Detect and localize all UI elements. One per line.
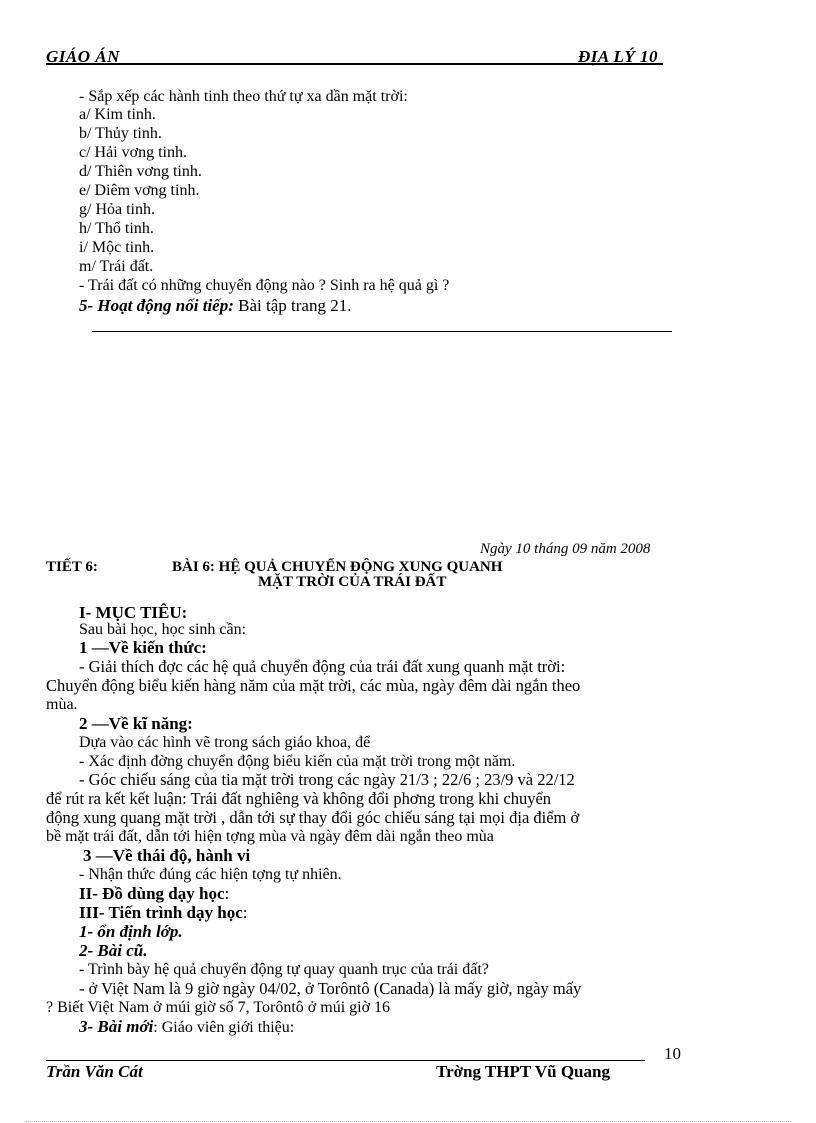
- old-lesson-question: - ở Việt Nam là 9 giờ ngày 04/02, ở Torôntô (Canada) là mấy giờ, ngày mấy: [79, 979, 582, 998]
- old-lesson-question: - Trình bày hệ quả chuyển động tự quay quanh trục của trái đất?: [79, 961, 489, 978]
- page-edge-dotted-line: [25, 1121, 791, 1122]
- objectives-intro: Sau bài học, học sinh cần:: [79, 621, 247, 638]
- objectives-heading: I- MỤC TIÊU:: [79, 603, 188, 622]
- skills-text: - Góc chiếu sáng của tia mặt trời trong các ngày 21/3 ; 22/6 ; 23/9 và 22/12: [79, 770, 575, 789]
- planet-option: a/ Kim tinh.: [79, 106, 156, 123]
- planet-option: i/ Mộc tinh.: [79, 239, 155, 256]
- skills-text: động xung quang mặt trời , dẫn tới sự thay đổi góc chiếu sáng tại mọi địa điểm ở: [46, 808, 580, 827]
- skills-text: để rút ra kết kết luận: Trái đất nghiêng và không đổi phơng trong khi chuyển: [46, 789, 552, 808]
- attitude-text: - Nhận thức đúng các hiện tợng tự nhiên.: [79, 866, 342, 883]
- knowledge-text: Chuyển động biểu kiến hàng năm của mặt trời, các mùa, ngày đêm dài ngắn theo: [46, 676, 581, 695]
- header-left: GIÁO ÁN: [46, 47, 120, 66]
- planet-option: e/ Diêm vơng tinh.: [79, 182, 200, 199]
- step-class-stabilize: 1- ổn định lớp.: [79, 922, 183, 941]
- header-rule: [46, 63, 663, 65]
- lesson-title-line1: BÀI 6: HỆ QUẢ CHUYỂN ĐỘNG XUNG QUANH: [172, 559, 503, 575]
- planet-question: - Sắp xếp các hành tinh theo thứ tự xa dần mặt trời:: [79, 88, 408, 105]
- step-old-lesson: 2- Bài cũ.: [79, 941, 148, 960]
- followup-activity: [79, 297, 351, 315]
- followup-text: Bài tập trang 21.: [233, 296, 352, 315]
- page-number: 10: [664, 1044, 681, 1063]
- materials-heading: II- Đồ dùng dạy học:: [79, 884, 230, 903]
- planet-option: d/ Thiên vơng tinh.: [79, 163, 202, 180]
- skills-text: bề mặt trái đất, dẫn tới hiện tợng mùa và ngày đêm dài ngắn theo mùa: [46, 828, 494, 845]
- knowledge-text: - Giải thích đợc các hệ quả chuyển động của trái đất xung quanh mặt trời:: [79, 657, 566, 676]
- section-divider: [92, 331, 672, 332]
- header-right: ĐỊA LÝ 10: [578, 47, 659, 66]
- step-new-lesson: 3- Bài mới: Giáo viên giới thiệu:: [79, 1017, 295, 1036]
- earth-motion-question: - Trái đất có những chuyển động nào ? Sinh ra hệ quả gì ?: [79, 277, 450, 294]
- planet-option: m/ Trái đất.: [79, 258, 154, 275]
- lesson-date: Ngày 10 tháng 09 năm 2008: [480, 541, 651, 557]
- skills-heading: 2 —Về kĩ năng:: [79, 714, 193, 733]
- skills-text: - Xác định đờng chuyển động biểu kiến của mặt trời trong một năm.: [79, 753, 516, 770]
- footer-school: Trờng THPT Vũ Quang: [436, 1062, 610, 1081]
- old-lesson-question: ? Biết Việt Nam ở múi giờ số 7, Torôntô ở múi giờ 16: [46, 999, 391, 1016]
- planet-option: h/ Thổ tinh.: [79, 220, 154, 237]
- planet-option: c/ Hải vơng tinh.: [79, 144, 187, 161]
- lesson-title-line2: MẶT TRỜI CỦA TRÁI ĐẤT: [258, 574, 447, 590]
- footer-rule: [46, 1060, 645, 1061]
- skills-text: Dựa vào các hình vẽ trong sách giáo khoa, để: [79, 734, 371, 751]
- attitude-heading: 3 —Về thái độ, hành vi: [83, 846, 251, 865]
- process-heading: III- Tiến trình dạy học:: [79, 903, 248, 922]
- lesson-period: TIẾT 6:: [46, 559, 98, 575]
- planet-option: g/ Hỏa tinh.: [79, 201, 155, 218]
- followup-label: 5- Hoạt động nối tiếp:: [79, 296, 234, 315]
- footer-author: Trần Văn Cát: [46, 1062, 143, 1081]
- knowledge-text: mùa.: [46, 696, 78, 713]
- planet-option: b/ Thủy tinh.: [79, 125, 162, 142]
- knowledge-heading: 1 —Về kiến thức:: [79, 638, 207, 657]
